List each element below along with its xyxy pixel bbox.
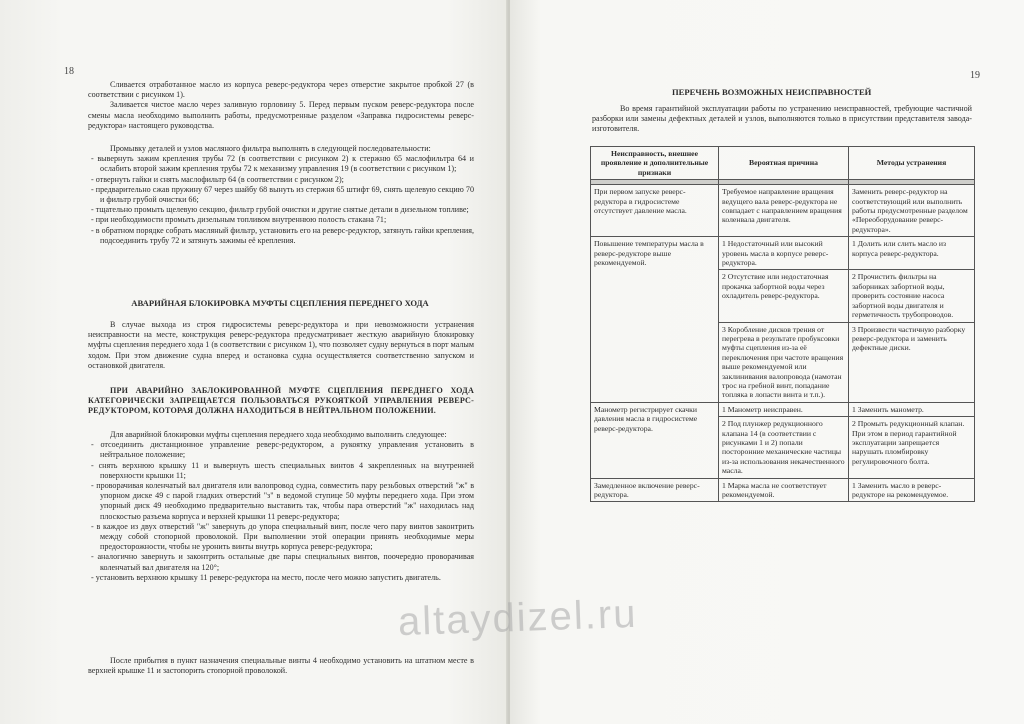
- cause-cell: 1 Манометр неисправен.: [719, 402, 849, 416]
- list-item: - отвернуть гайки и снять маслофильтр 64 (в соответствии с рисунком 2);: [88, 175, 474, 185]
- fix-cell: 2 Промыть редукционный клапан. При этом в период гарантийной эксплуатации запрещается нарушать пломбировку регулировочного болта.: [849, 417, 975, 478]
- list-item: - предварительно сжав пружину 67 через шайбу 68 вынуть из стержня 65 штифт 69, снять щелевую секцию 70 и фильтр грубой очистки 66;: [88, 185, 474, 205]
- intro-paragraph: Во время гарантийной эксплуатации работы по устранению неисправностей, требующие частичной разборки или замены дефектных деталей и узлов, выполняются только в присутствии представителя завода-изготовителя.: [592, 104, 972, 134]
- flush-lead: Промывку деталей и узлов масляного фильтра выполнять в следующей последовательности:: [110, 144, 431, 153]
- fix-cell: 1 Заменить масло в реверс-редукторе на рекомендуемое.: [849, 478, 975, 502]
- outro-paragraph: После прибытия в пункт назначения специальные винты 4 необходимо установить на штатном месте в верхней крышке 11 и застопорить стопорной проволокой.: [88, 656, 474, 676]
- fault-cell: Манометр регистрирует скачки давления масла в гидросистеме реверс-редуктора.: [591, 402, 719, 478]
- table-header-row: [591, 147, 975, 180]
- page-number-left: 18: [64, 66, 74, 77]
- column-header-fault: Неисправность, внешнее проявление и дополнительные признаки: [591, 147, 719, 180]
- cause-cell: 2 Под плунжер редукционного клапана 14 (в соответствии с рисунками 1 и 2) попали посторонние механические частицы из-за использования некачественного масла.: [719, 417, 849, 478]
- fix-cell: 1 Заменить манометр.: [849, 402, 975, 416]
- faults-table: [590, 146, 975, 502]
- outro-text: [88, 656, 474, 676]
- block-steps: [88, 440, 474, 583]
- warning-paragraph: ПРИ АВАРИЙНО ЗАБЛОКИРОВАННОЙ МУФТЕ СЦЕПЛЕНИЯ ПЕРЕДНЕГО ХОДА КАТЕГОРИЧЕСКИ ЗАПРЕЩАЕТСЯ ПОЛЬЗОВАТЬСЯ РУКОЯТКОЙ УПРАВЛЕНИЯ РЕВЕРС-РЕДУКТОРОМ, КОТОРАЯ ДОЛЖНА НАХОДИТЬСЯ В НЕЙТРАЛЬНОМ ПОЛОЖЕНИИ.: [88, 386, 474, 416]
- table-row: [591, 237, 975, 270]
- column-header-cause: Вероятная причина: [719, 147, 849, 180]
- list-item: - снять верхнюю крышку 11 и вывернуть шесть специальных винтов 4 закрепленных на внутренней поверхности крышки 11;: [88, 461, 474, 481]
- list-item: - проворачивая коленчатый вал двигателя или валопровод судна, совместить пару резьбовых отверстий "ж" в упорном диске 49 с парой гладких отверстий "з" в ведомой ступице 50 муфты переднего хода. При этом упорный диск 49 необходимо предварительно выставить так, чтобы пара отверстий "ж" находилась над плоскостью разъема корпуса и верхней крышки 11 реверс-редуктора;: [88, 481, 474, 522]
- left-intro: [88, 80, 474, 131]
- fault-cell: Повышение температуры масла в реверс-редукторе выше рекомендуемой.: [591, 237, 719, 403]
- emergency-text: [88, 320, 474, 371]
- list-item: - в каждое из двух отверстий "ж" завернуть до упора специальный винт, после чего пару винтов законтрить между собой стопорной проволокой. При выполнении этой операции принять необходимые меры предосторожности, чтобы не уронить винты внутрь корпуса реверс-редуктора;: [88, 522, 474, 553]
- flush-procedure: [88, 144, 474, 246]
- cause-cell: 1 Недостаточный или высокий уровень масла в корпусе реверс-редуктора.: [719, 237, 849, 270]
- blocking-procedure: [88, 430, 474, 583]
- page-title: ПЕРЕЧЕНЬ ВОЗМОЖНЫХ НЕИСПРАВНОСТЕЙ: [672, 87, 872, 97]
- list-item: - при необходимости промыть дизельным топливом внутреннюю полость стакана 71;: [88, 215, 474, 225]
- list-item: - тщательно промыть щелевую секцию, фильтр грубой очистки и другие снятые детали в дизельном топливе;: [88, 205, 474, 215]
- intro-paragraph-1: Сливается отработанное масло из корпуса реверс-редуктора через отверстие закрытое пробкой 27 (в соответствии с рисунком 1).: [88, 80, 474, 100]
- cause-cell: 2 Отсутствие или недостаточная прокачка забортной воды через охладитель реверс-редуктора.: [719, 270, 849, 322]
- fix-cell: 2 Прочистить фильтры на заборниках забортной воды, проверить состояние насоса забортной воды двигателя и герметичность трубопроводов.: [849, 270, 975, 322]
- watermark: altaydizel.ru: [397, 591, 639, 645]
- list-item: - аналогично завернуть и законтрить остальные две пары специальных винтов, поочередно проворачивая коленчатый вал двигателя на 120°;: [88, 552, 474, 572]
- warning-text: [88, 386, 474, 417]
- page-number-right: 19: [970, 70, 980, 81]
- fix-cell: Заменить реверс-редуктор на соответствующий или выполнить работы предусмотренные разделом «Переоборудование реверс-редуктора».: [849, 185, 975, 237]
- fault-cell: При первом запуске реверс-редуктора в гидросистеме отсутствует давление масла.: [591, 185, 719, 237]
- list-item: - в обратном порядке собрать масляный фильтр, установить его на реверс-редуктор, затянуть гайки крепления, подсоединить трубу 72 и затянуть зажимы её крепления.: [88, 226, 474, 246]
- fix-cell: 3 Произвести частичную разборку реверс-редуктора и заменить дефектные диски.: [849, 322, 975, 402]
- block-lead: Для аварийной блокировки муфты сцепления переднего хода необходимо выполнить следующее:: [110, 430, 447, 439]
- cause-cell: Требуемое направление вращения ведущего вала реверс-редуктора не совпадает с направлением вращения коленвала двигателя.: [719, 185, 849, 237]
- table-row: [591, 402, 975, 416]
- table-row: [591, 185, 975, 237]
- cause-cell: 3 Коробление дисков трения от перегрева в результате пробуксовки муфты сцепления из-за её переключения при частоте вращения выше рекомендуемой или заклинивания валопровода (намотан трос на гребной винт, попадание топляка в лопасти винта и т.п.).: [719, 322, 849, 402]
- intro-paragraph-2: Заливается чистое масло через заливную горловину 5. Перед первым пуском реверс-редуктора после смены масла необходимо выполнить работы, предусмотренные разделом «Заправка гидросистемы реверс-редуктора» настоящего руководства.: [88, 100, 474, 130]
- table-row: [591, 478, 975, 502]
- right-intro: [592, 104, 972, 135]
- cause-cell: 1 Марка масла не соответствует рекомендуемой.: [719, 478, 849, 502]
- flush-steps: [88, 154, 474, 246]
- section-title: АВАРИЙНАЯ БЛОКИРОВКА МУФТЫ СЦЕПЛЕНИЯ ПЕРЕДНЕГО ХОДА: [131, 298, 429, 308]
- list-item: - отсоединить дистанционное управление реверс-редуктором, а рукоятку управления установить в нейтральное положение;: [88, 440, 474, 460]
- fault-cell: Замедленное включение реверс-редуктора.: [591, 478, 719, 502]
- fix-cell: 1 Долить или слить масло из корпуса реверс-редуктора.: [849, 237, 975, 270]
- column-header-fix: Методы устранения: [849, 147, 975, 180]
- list-item: - вывернуть зажим крепления трубы 72 (в соответствии с рисунком 2) к стержню 65 маслофильтра 64 и ослабить второй зажим крепления трубы 72 к механизму управления 19 (в соответствии с рисунком 1);: [88, 154, 474, 174]
- emergency-paragraph: В случае выхода из строя гидросистемы реверс-редуктора и при невозможности устранения неисправности на месте, конструкция реверс-редуктора предусматривает жесткую аварийную блокировку муфты сцепления переднего хода 1 (в соответствии с рисунком 1), что позволяет судну вернуться в порт малым ходом. При этом движение судна вперед и остановка судна осуществляется соответственно запуском и остановкой двигателя.: [88, 320, 474, 370]
- list-item: - установить верхнюю крышку 11 реверс-редуктора на место, после чего можно запустить двигатель.: [88, 573, 474, 583]
